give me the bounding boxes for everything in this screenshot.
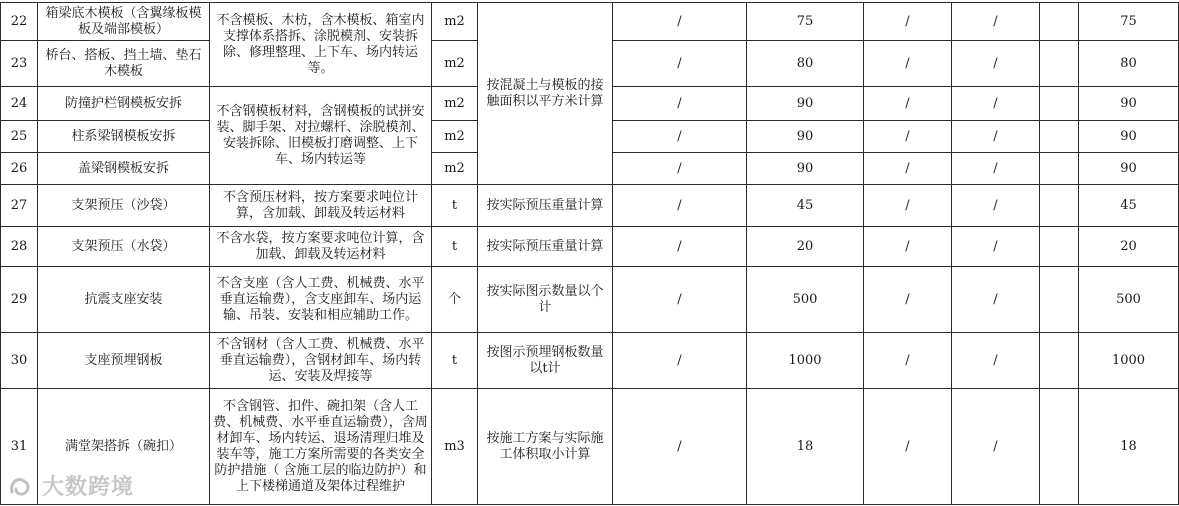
- value-col-3: /: [864, 185, 952, 227]
- unit: m2: [432, 3, 478, 41]
- value-col-6: 80: [1079, 41, 1179, 87]
- value-col-2: 45: [747, 185, 864, 227]
- value-col-1: /: [613, 153, 747, 185]
- value-col-5: [1040, 87, 1079, 121]
- value-col-5: [1040, 153, 1079, 185]
- value-col-5: [1040, 267, 1079, 333]
- calculation-rule: 按实际预压重量计算: [478, 185, 613, 227]
- value-col-3: /: [864, 121, 952, 153]
- unit: m2: [432, 121, 478, 153]
- value-col-3: /: [864, 41, 952, 87]
- value-col-2: 80: [747, 41, 864, 87]
- calculation-rule: 按施工方案与实际施工体积取小计算: [478, 389, 613, 505]
- value-col-1: /: [613, 41, 747, 87]
- row-number: 26: [1, 153, 38, 185]
- row-number: 30: [1, 333, 38, 389]
- value-col-1: /: [613, 185, 747, 227]
- value-col-3: /: [864, 333, 952, 389]
- value-col-2: 90: [747, 153, 864, 185]
- value-col-3: /: [864, 153, 952, 185]
- table-row: [1, 389, 1179, 505]
- table-row: [1, 185, 1179, 227]
- item-name: 支座预埋钢板: [38, 333, 210, 389]
- value-col-2: 90: [747, 87, 864, 121]
- item-name: 支架预压（沙袋）: [38, 185, 210, 227]
- value-col-6: 75: [1079, 3, 1179, 41]
- value-col-5: [1040, 185, 1079, 227]
- value-col-6: 45: [1079, 185, 1179, 227]
- value-col-6: 1000: [1079, 333, 1179, 389]
- unit: m3: [432, 389, 478, 505]
- value-col-3: /: [864, 267, 952, 333]
- value-col-5: [1040, 3, 1079, 41]
- watermark-text: 大数跨境: [42, 475, 135, 500]
- calculation-rule: 按图示预埋钢板数量以t计: [478, 333, 613, 389]
- row-number: 23: [1, 41, 38, 87]
- unit: 个: [432, 267, 478, 333]
- value-col-2: 18: [747, 389, 864, 505]
- value-col-5: [1040, 227, 1079, 267]
- table-row: [1, 227, 1179, 267]
- value-col-2: 1000: [747, 333, 864, 389]
- value-col-6: 90: [1079, 87, 1179, 121]
- value-col-2: 500: [747, 267, 864, 333]
- calculation-rule: 按实际预压重量计算: [478, 227, 613, 267]
- value-col-1: /: [613, 227, 747, 267]
- value-col-2: 20: [747, 227, 864, 267]
- unit: t: [432, 333, 478, 389]
- work-content: 不含水袋，按方案要求吨位计算，含加载、卸载及转运材料: [210, 227, 432, 267]
- table-row: [1, 3, 1179, 41]
- table-row: [1, 333, 1179, 389]
- item-name: 满堂架搭拆（碗扣）: [38, 389, 210, 505]
- calculation-rule: 按实际图示数量以个计: [478, 267, 613, 333]
- value-col-5: [1040, 389, 1079, 505]
- value-col-1: /: [613, 121, 747, 153]
- row-number: 28: [1, 227, 38, 267]
- item-name: 桥台、搭板、挡土墙、垫石木模板: [38, 41, 210, 87]
- quota-table: [0, 2, 1179, 505]
- row-number: 22: [1, 3, 38, 41]
- value-col-4: /: [952, 87, 1040, 121]
- value-col-5: [1040, 333, 1079, 389]
- value-col-6: 90: [1079, 121, 1179, 153]
- value-col-3: /: [864, 389, 952, 505]
- unit: t: [432, 185, 478, 227]
- value-col-1: /: [613, 267, 747, 333]
- value-col-4: /: [952, 41, 1040, 87]
- work-content: 不含钢材（含人工费、机械费、水平垂直运输费），含钢材卸车、场内转运、安装及焊接等: [210, 333, 432, 389]
- item-name: 防撞护栏钢模板安拆: [38, 87, 210, 121]
- unit: t: [432, 227, 478, 267]
- row-number: 29: [1, 267, 38, 333]
- work-content: 不含预压材料，按方案要求吨位计算，含加载、卸载及转运材料: [210, 185, 432, 227]
- value-col-1: /: [613, 333, 747, 389]
- unit: m2: [432, 87, 478, 121]
- value-col-3: /: [864, 3, 952, 41]
- work-content: 不含钢管、扣件、碗扣架（含人工费、机械费、水平垂直运输费），含周材卸车、场内转运、退场清理归堆及装车等，施工方案所需要的各类安全防护措施（ 含施工层的临边防护）和上下楼梯通道及架体过程维护: [210, 389, 432, 505]
- value-col-2: 90: [747, 121, 864, 153]
- value-col-5: [1040, 121, 1079, 153]
- unit: m2: [432, 153, 478, 185]
- value-col-3: /: [864, 227, 952, 267]
- value-col-1: /: [613, 389, 747, 505]
- value-col-4: /: [952, 185, 1040, 227]
- work-content: 不含钢模板材料，含钢模板的试拼安装、脚手架、对拉螺杆、涂脱模剂、安装拆除、旧模板打磨调整、上下车、场内转运等: [210, 87, 432, 185]
- value-col-1: /: [613, 3, 747, 41]
- unit: m2: [432, 41, 478, 87]
- value-col-4: /: [952, 227, 1040, 267]
- row-number: 27: [1, 185, 38, 227]
- value-col-4: /: [952, 3, 1040, 41]
- item-name: 抗震支座安装: [38, 267, 210, 333]
- value-col-6: 18: [1079, 389, 1179, 505]
- calculation-rule: 按混凝土与模板的接触面积以平方米计算: [478, 3, 613, 185]
- value-col-2: 75: [747, 3, 864, 41]
- row-number: 31: [1, 389, 38, 505]
- item-name: 盖梁钢模板安拆: [38, 153, 210, 185]
- value-col-1: /: [613, 87, 747, 121]
- value-col-3: /: [864, 87, 952, 121]
- value-col-4: /: [952, 267, 1040, 333]
- value-col-4: /: [952, 389, 1040, 505]
- value-col-6: 500: [1079, 267, 1179, 333]
- work-content: 不含支座（含人工费、机械费、水平垂直运输费），含支座卸车、场内运输、吊装、安装和相应辅助工作。: [210, 267, 432, 333]
- table-row: [1, 267, 1179, 333]
- row-number: 25: [1, 121, 38, 153]
- value-col-6: 90: [1079, 153, 1179, 185]
- value-col-6: 20: [1079, 227, 1179, 267]
- item-name: 支架预压（水袋）: [38, 227, 210, 267]
- value-col-4: /: [952, 333, 1040, 389]
- row-number: 24: [1, 87, 38, 121]
- work-content: 不含模板、木枋，含木模板、箱室内支撑体系搭拆、涂脱模剂、安装拆除、修理整理、上下车、场内转运等。: [210, 3, 432, 87]
- value-col-4: /: [952, 121, 1040, 153]
- value-col-4: /: [952, 153, 1040, 185]
- item-name: 柱系梁钢模板安拆: [38, 121, 210, 153]
- item-name: 箱梁底木模板（含翼缘板模板及端部模板）: [38, 3, 210, 41]
- value-col-5: [1040, 41, 1079, 87]
